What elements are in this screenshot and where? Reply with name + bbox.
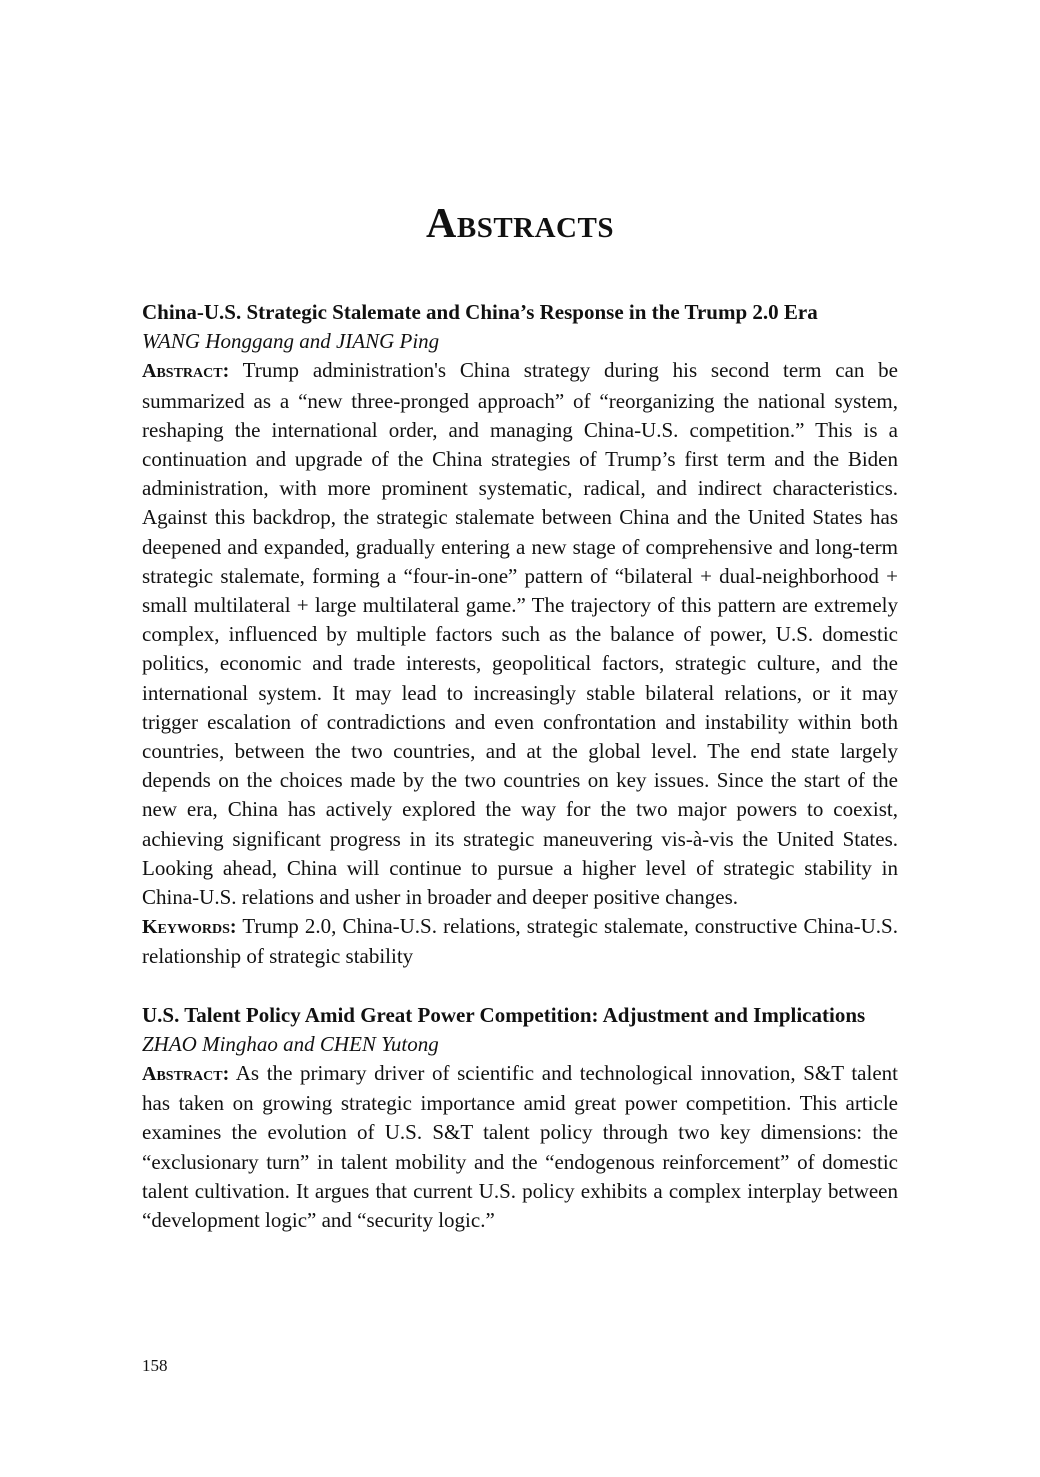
- article-title: China-U.S. Strategic Stalemate and China’s Response in the Trump 2.0 Era: [142, 300, 818, 324]
- abstract-paragraph: [142, 356, 898, 912]
- page-heading: Abstracts: [426, 201, 614, 247]
- abstracts-list: [142, 298, 898, 1235]
- article-authors: WANG Honggang and JIANG Ping: [142, 329, 440, 354]
- keywords-text: Trump 2.0, China-U.S. relations, strategic stalemate, constructive China-U.S. relationship of strategic stability: [142, 914, 898, 969]
- page-number: 158: [142, 1356, 168, 1375]
- abstract-entry-2: [142, 1001, 898, 1236]
- abstract-paragraph: [142, 1059, 898, 1235]
- abstract-entry-1: [142, 298, 898, 972]
- abstract-text: Trump administration's China strategy during his second term can be summarized as a “new three-pronged approach” of “reorganizing the national system, reshaping the international order, and managing China-U.S. competition.” This is a continuation and upgrade of the China strategies of Trump’s first term and the Biden administration, with more prominent systematic, radical, and indirect characteristics. Against this backdrop, the strategic stalemate between China and the United States has deepened and expanded, gradually entering a new stage of comprehensive and long-term strategic stalemate, forming a “four-in-one” pattern of “bilateral + dual-neighborhood + small multilateral + large multilateral game.” The trajectory of this pattern are extremely complex, influenced by multiple factors such as the balance of power, U.S. domestic politics, economic and trade interests, geopolitical factors, strategic culture, and the international system. It may lead to increasingly stable bilateral relations, or it may trigger escalation of contradictions and even confrontation and instability within both countries, between the two countries, and at the global level. The end state largely depends on the choices made by the two countries on key issues. Since the start of the new era, China has actively explored the way for the two major powers to coexist, achieving significant progress in its strategic maneuvering vis-à-vis the United States. Looking ahead, China will continue to pursue a higher level of strategic stability in China-U.S. relations and usher in broader and deeper positive changes.: [142, 358, 899, 910]
- abstract-label: Abstract:: [142, 1063, 230, 1086]
- article-title: U.S. Talent Policy Amid Great Power Competition: Adjustment and Implications: [142, 1002, 866, 1027]
- abstract-text: As the primary driver of scientific and technological innovation, S&T talent has taken on growing strategic importance amid great power competition. This article examines the evolution of U.S. S&T talent policy through two key dimensions: the “exclusionary turn” in talent mobility and the “endogenous reinforcement” of domestic talent cultivation. It argues that current U.S. policy exhibits a complex interplay between “development logic” and “security logic.”: [142, 1061, 898, 1233]
- keywords-label: Keywords:: [142, 916, 237, 939]
- article-authors: ZHAO Minghao and CHEN Yutong: [142, 1031, 439, 1056]
- abstract-label: Abstract:: [142, 360, 230, 383]
- keywords-paragraph: [142, 912, 898, 971]
